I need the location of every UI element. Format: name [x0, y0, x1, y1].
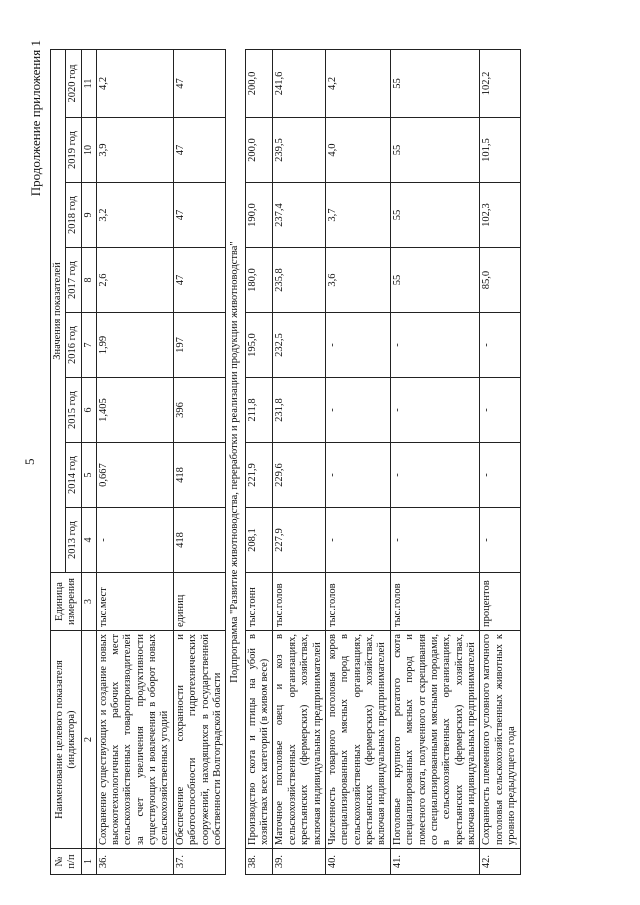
value-cell: 3,9	[96, 118, 173, 183]
value-cell: 47	[173, 49, 226, 117]
table-row	[96, 49, 173, 874]
value-cell: 195,0	[245, 313, 273, 378]
value-cell: 1,99	[96, 313, 173, 378]
unit-cell: тыс.голов	[325, 573, 390, 631]
column-number: 8	[81, 248, 96, 313]
value-cell: 227,9	[273, 508, 326, 573]
value-cell: 4,2	[325, 49, 390, 117]
value-cell: -	[390, 443, 480, 508]
value-cell: 229,6	[273, 443, 326, 508]
indicator-name: Сохранение существующих и создание новых высокотехнологичных рабочих мест сельскохозяйственных товаропроизводителей за счет увеличения продуктивности существующих и вовлечения в оборот новых сельскохозяйственных угодий	[96, 631, 173, 849]
row-number: 39.	[273, 849, 326, 875]
value-cell: 235,8	[273, 248, 326, 313]
column-number: 11	[81, 49, 96, 117]
indicators-table	[50, 49, 521, 875]
column-number: 9	[81, 183, 96, 248]
value-cell: -	[390, 313, 480, 378]
indicator-name: Поголовье крупного рогатого скота специализированных мясных пород и помесного скота, полученного от скрещивания со специализированными мясными породами, в сельскохозяйственных организациях, крестьянских (фермерских) хозяйствах, включая индивидуальных предпринимателей	[390, 631, 480, 849]
header-year: 2017 год	[66, 248, 81, 313]
row-number: 40.	[325, 849, 390, 875]
value-cell: 231,8	[273, 378, 326, 443]
value-cell: -	[325, 443, 390, 508]
value-cell: 211,8	[245, 378, 273, 443]
value-cell: -	[325, 378, 390, 443]
page-number: 5	[22, 458, 37, 465]
header-num: № п/п	[51, 849, 82, 875]
column-number: 6	[81, 378, 96, 443]
value-cell: -	[480, 313, 520, 378]
column-number: 2	[81, 631, 96, 849]
unit-cell: тыс.мест	[96, 573, 173, 631]
value-cell: -	[325, 313, 390, 378]
value-cell: 221,9	[245, 443, 273, 508]
table-row	[173, 49, 226, 874]
continuation-note: Продолжение приложения 1	[28, 40, 43, 197]
unit-cell: единиц	[173, 573, 226, 631]
row-number: 37.	[173, 849, 226, 875]
value-cell: 47	[173, 248, 226, 313]
table-row	[325, 49, 390, 874]
value-cell: 2,6	[96, 248, 173, 313]
value-cell: 102,3	[480, 183, 520, 248]
value-cell: 190,0	[245, 183, 273, 248]
column-number: 3	[81, 573, 96, 631]
value-cell: 418	[173, 508, 226, 573]
value-cell: 237,4	[273, 183, 326, 248]
indicator-name: Производство скота и птицы на убой в хозяйствах всех категорий (в живом весе)	[245, 631, 273, 849]
header-values: Значения показателей	[51, 49, 66, 572]
unit-cell: процентов	[480, 573, 520, 631]
value-cell: 47	[173, 183, 226, 248]
unit-cell: тыс.голов	[273, 573, 326, 631]
value-cell: 55	[390, 49, 480, 117]
value-cell: 232,5	[273, 313, 326, 378]
unit-cell: тыс.тонн	[245, 573, 273, 631]
value-cell: 55	[390, 183, 480, 248]
header-year: 2019 год	[66, 118, 81, 183]
header-year: 2014 год	[66, 443, 81, 508]
header-year: 2020 год	[66, 49, 81, 117]
row-number: 41.	[390, 849, 480, 875]
value-cell: 3,2	[96, 183, 173, 248]
value-cell: 197	[173, 313, 226, 378]
value-cell: 3,6	[325, 248, 390, 313]
header-name: Наименование целевого показателя (индикатора)	[51, 631, 82, 849]
row-number: 42.	[480, 849, 520, 875]
header-year: 2018 год	[66, 183, 81, 248]
value-cell: 102,2	[480, 49, 520, 117]
table-row	[245, 49, 273, 874]
header-year: 2015 год	[66, 378, 81, 443]
value-cell: -	[480, 378, 520, 443]
value-cell: 101,5	[480, 118, 520, 183]
column-number: 7	[81, 313, 96, 378]
column-number: 10	[81, 118, 96, 183]
value-cell: -	[480, 443, 520, 508]
value-cell: -	[390, 378, 480, 443]
value-cell: -	[96, 508, 173, 573]
indicator-name: Маточное поголовье овец и коз в сельскохозяйственных организациях, крестьянских (фермерских) хозяйствах, включая индивидуальных предпринимателей	[273, 631, 326, 849]
header-unit: Единица измерения	[51, 573, 82, 631]
value-cell: 241,6	[273, 49, 326, 117]
column-number: 5	[81, 443, 96, 508]
value-cell: 418	[173, 443, 226, 508]
value-cell: 200,0	[245, 118, 273, 183]
column-number: 1	[81, 849, 96, 875]
value-cell: -	[325, 508, 390, 573]
value-cell: 1,405	[96, 378, 173, 443]
unit-cell: тыс.голов	[390, 573, 480, 631]
value-cell: 4,2	[96, 49, 173, 117]
header-year: 2013 год	[66, 508, 81, 573]
value-cell: 239,5	[273, 118, 326, 183]
value-cell: 200,0	[245, 49, 273, 117]
indicator-name: Численность товарного поголовья коров специализированных мясных пород в сельскохозяйственных организациях, крестьянских (фермерских) хозяйствах, включая индивидуальных предпринимателей	[325, 631, 390, 849]
value-cell: 180,0	[245, 248, 273, 313]
value-cell: 4,0	[325, 118, 390, 183]
column-number: 4	[81, 508, 96, 573]
value-cell: 55	[390, 248, 480, 313]
value-cell: 47	[173, 118, 226, 183]
indicator-name: Обеспечение сохранности и работоспособности гидротехнических сооружений, находящихся в государственной собственности Волгоградской области	[173, 631, 226, 849]
indicator-name: Сохранность племенного условного маточного поголовья сельскохозяйственных животных к уровню предыдущего года	[480, 631, 520, 849]
row-number: 38.	[245, 849, 273, 875]
value-cell: -	[480, 508, 520, 573]
value-cell: 396	[173, 378, 226, 443]
value-cell: -	[390, 508, 480, 573]
value-cell: 0,667	[96, 443, 173, 508]
table-row	[390, 49, 480, 874]
value-cell: 85,0	[480, 248, 520, 313]
value-cell: 208,1	[245, 508, 273, 573]
subprogram-title: Подпрограмма "Развитие животноводства, переработки и реализации продукции животноводства"	[226, 49, 245, 874]
value-cell: 3,7	[325, 183, 390, 248]
value-cell: 55	[390, 118, 480, 183]
table-row	[480, 49, 520, 874]
row-number: 36.	[96, 849, 173, 875]
table-row	[273, 49, 326, 874]
header-year: 2016 год	[66, 313, 81, 378]
